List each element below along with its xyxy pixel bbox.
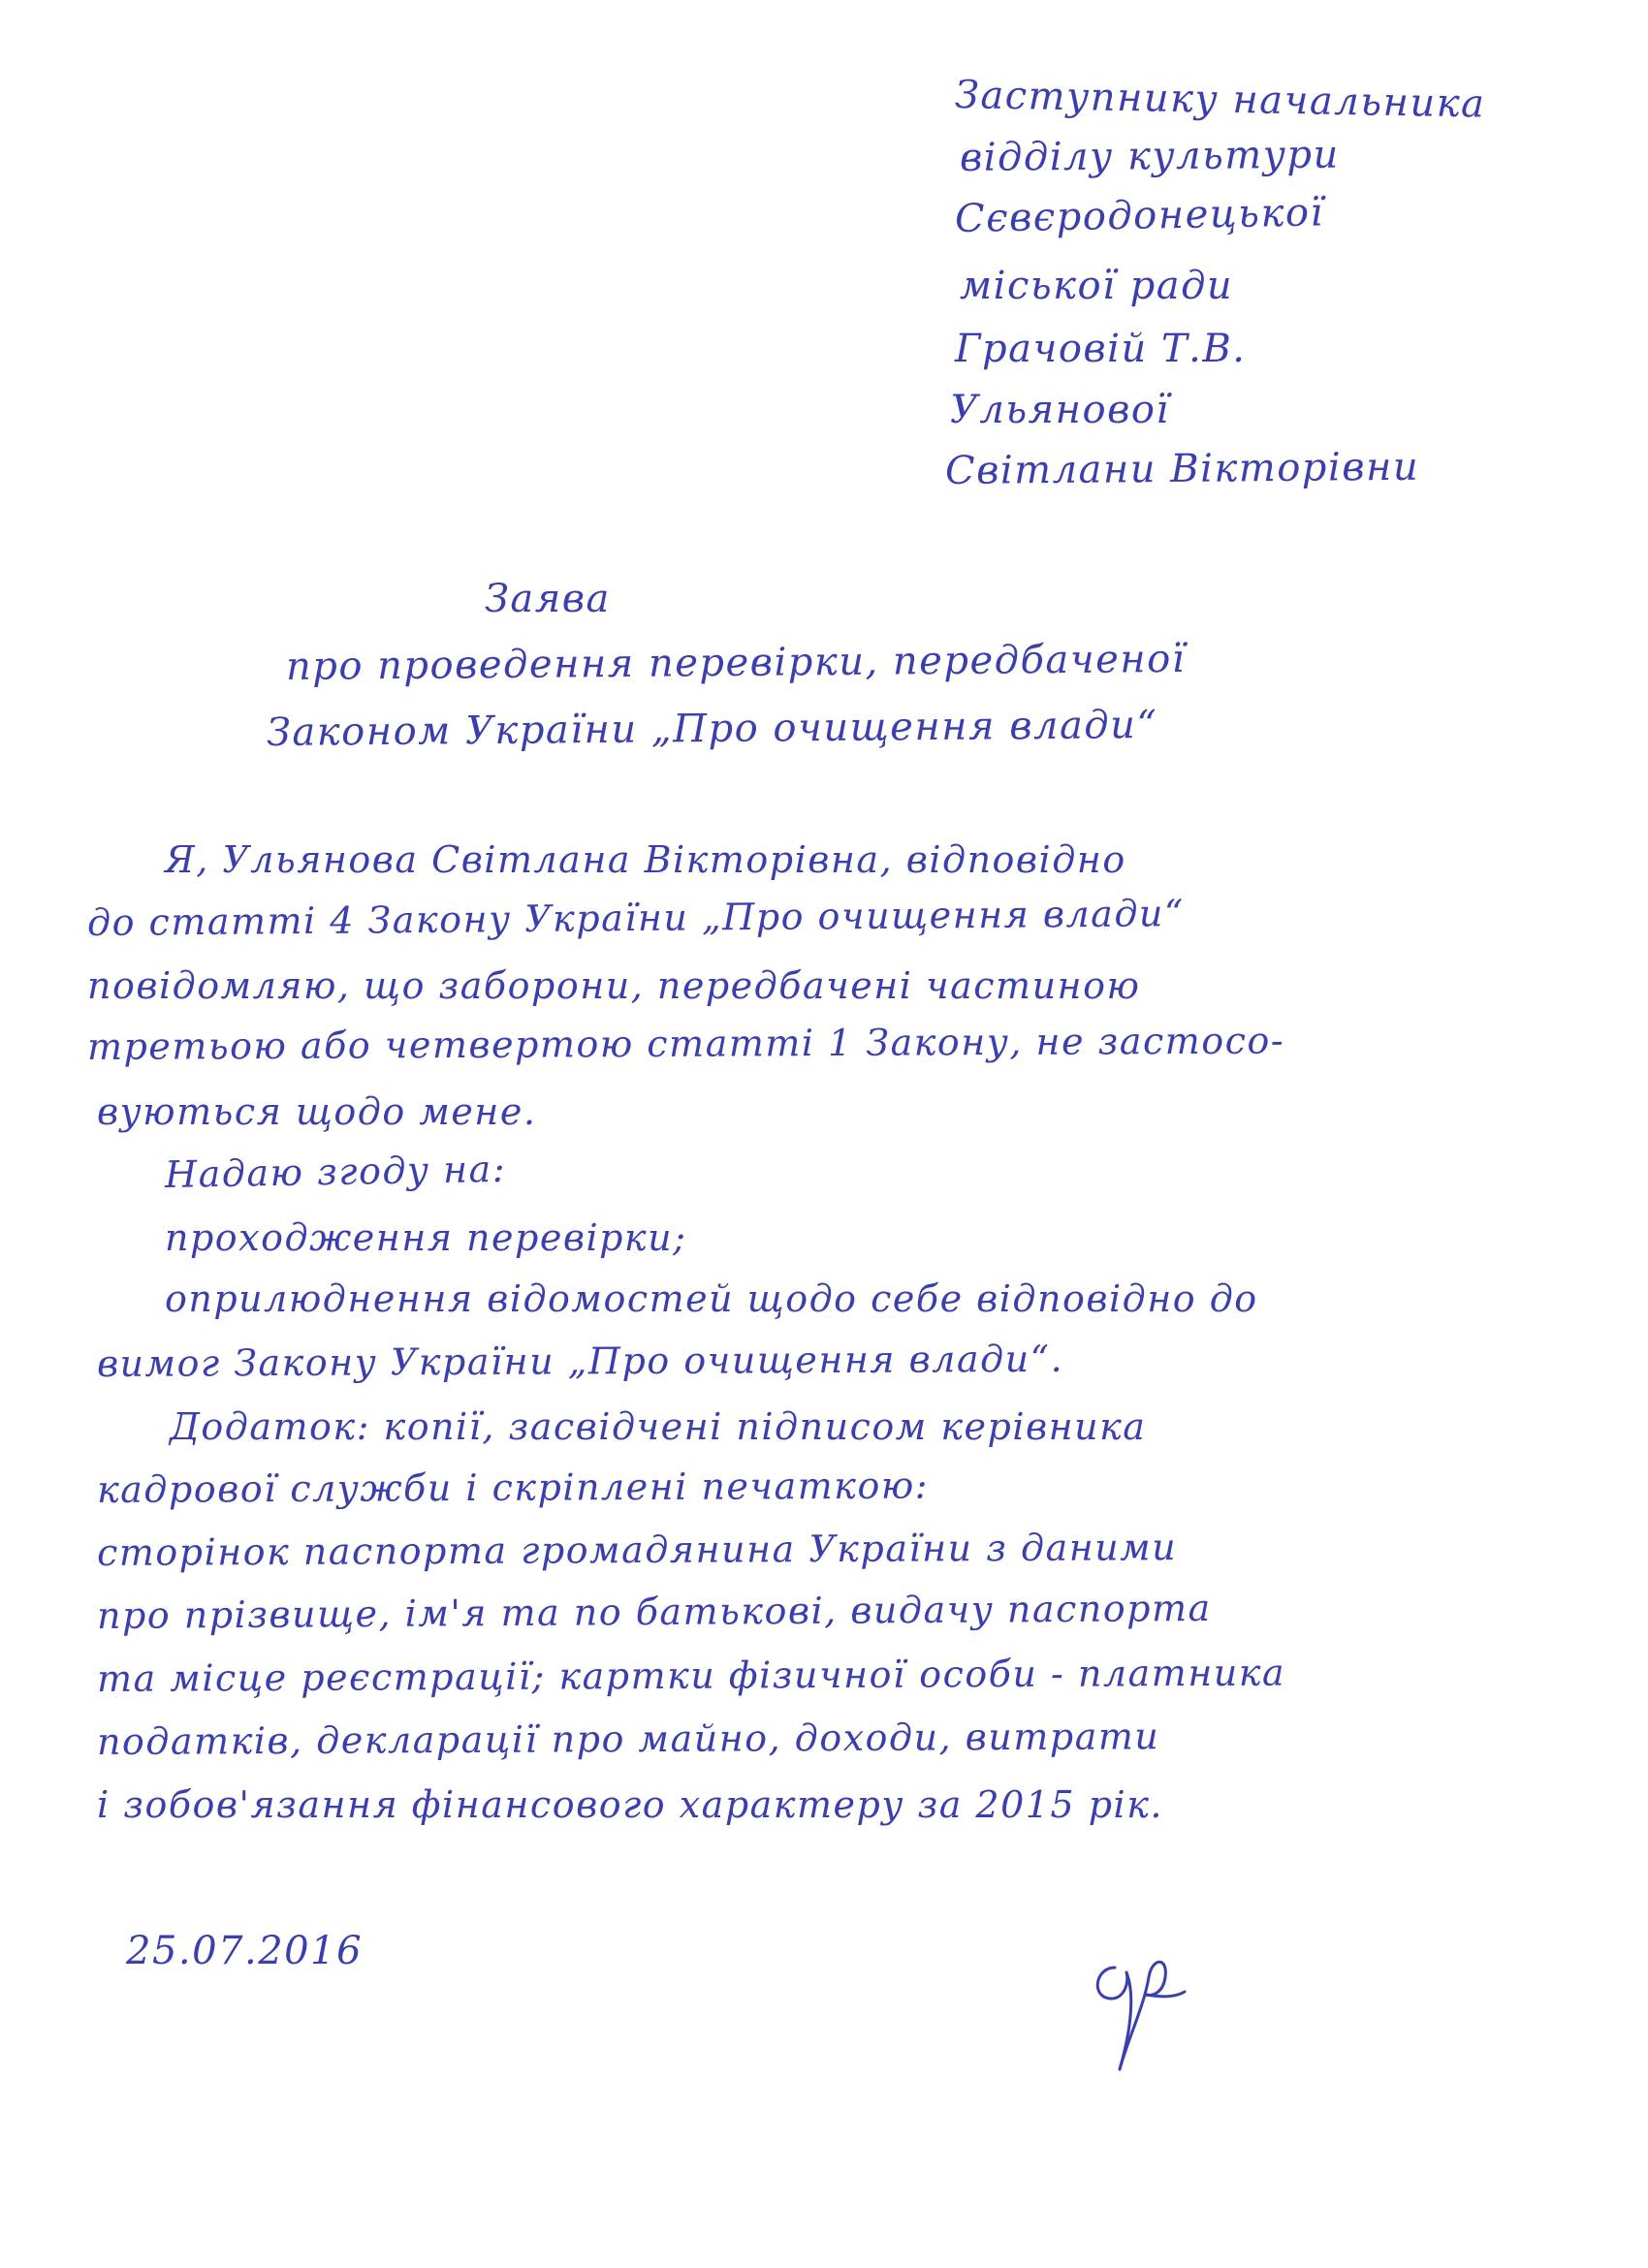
body-line: про прізвище, ім'я та по батькові, видачу паспорта [96,1586,1212,1637]
body-line: податків, декларації про майно, доходи, витрати [96,1715,1160,1763]
body-line: та місце реєстрації; картки фізичної особи - платника [96,1651,1286,1700]
addressee-line: Сєвєродонецької [954,190,1325,241]
body-line: проходження перевірки; [165,1216,687,1259]
date-text: 25.07.2016 [126,1929,364,1973]
body-line: кадрової служби і скріплені печаткою: [96,1464,930,1511]
body-line: сторінок паспорта громадянина України з даними [96,1526,1178,1574]
body-line: третьою або четвертою статті 1 Закону, не застосо- [86,1019,1285,1068]
addressee-line: відділу культури [959,132,1340,180]
body-line: вуються щодо мене. [97,1090,537,1133]
body-line: оприлюднення відомостей щодо себе відповідно до [165,1277,1258,1320]
body-line: Додаток: копії, засвідчені підписом керівника [170,1405,1147,1448]
addressee-line: Грачовій Т.В. [955,327,1247,371]
body-line: Я, Ульянова Світлана Вікторівна, відповідно [165,838,1126,881]
title-line: про проведення перевірки, передбаченої [285,636,1187,689]
title-line: Законом України „Про очищення влади“ [266,702,1158,755]
body-line: повідомляю, що заборони, передбачені частиною [87,964,1141,1007]
addressee-line: Заступнику начальника [954,73,1486,127]
body-line: і зобов'язання фінансового характеру за 2015 рік. [97,1783,1163,1826]
body-line: Надаю згоду на: [164,1147,507,1196]
document-title: Заява [485,577,611,621]
addressee-line: Світлани Вікторівни [944,444,1420,493]
addressee-line: міської ради [960,264,1234,308]
addressee-line: Ульянової [950,388,1170,432]
signature-icon [1076,1938,1202,2074]
body-line: вимог Закону України „Про очищення влади“. [96,1337,1064,1385]
body-line: до статті 4 Закону України „Про очищення влади“ [86,892,1186,944]
